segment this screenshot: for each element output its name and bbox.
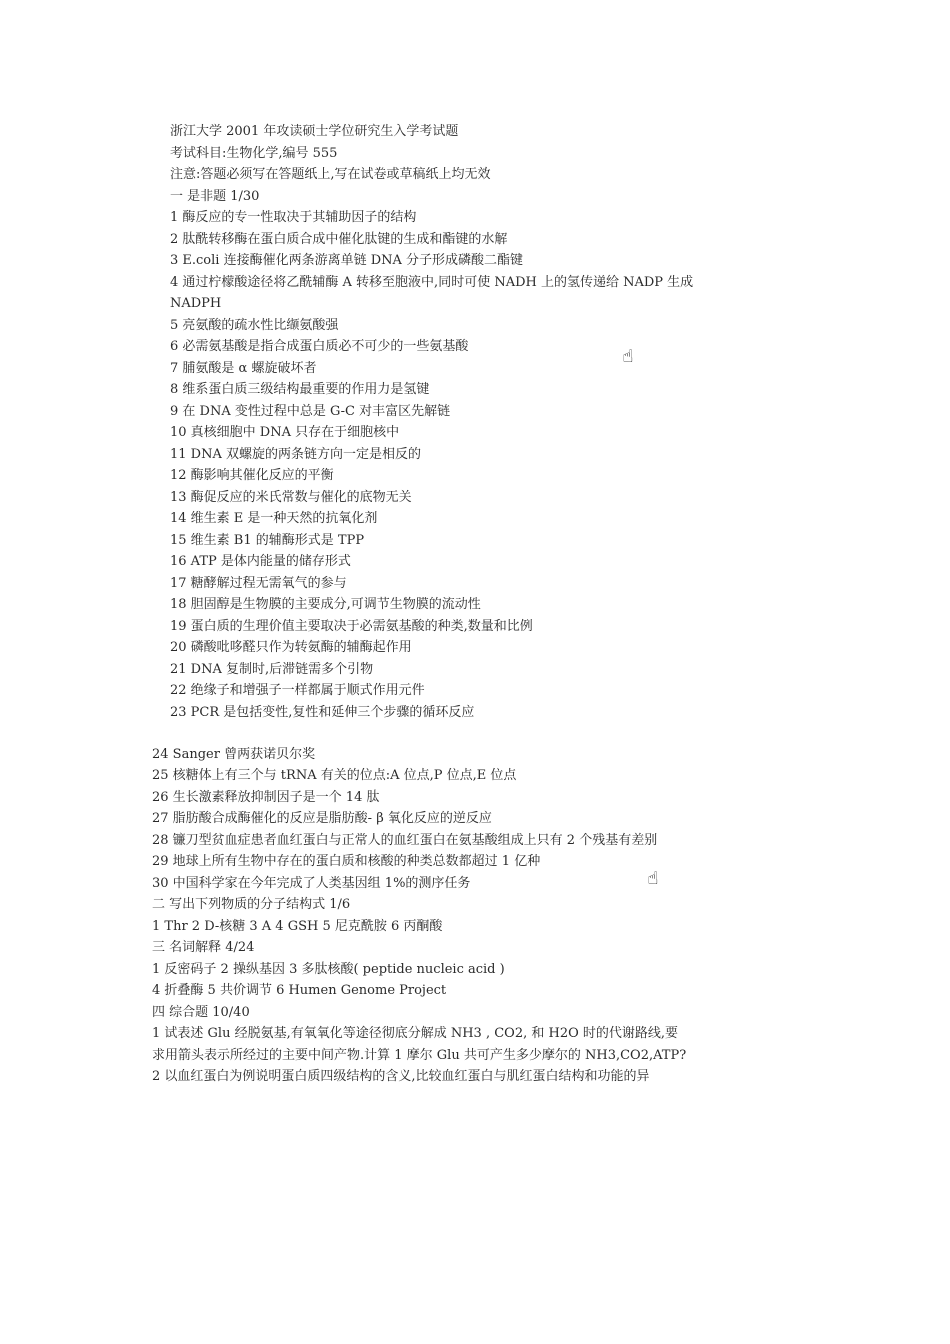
list-item: 7 脯氨酸是 α 螺旋破坏者	[170, 361, 317, 376]
list-item: 1 Thr 2 D-核糖 3 A 4 GSH 5 尼克酰胺 6 丙酮酸	[152, 919, 443, 934]
exam-subject: 考试科目:生物化学,编号 555	[170, 146, 338, 161]
list-item: 5 亮氨酸的疏水性比缬氨酸强	[170, 318, 339, 333]
list-item: 3 E.coli 连接酶催化两条游离单链 DNA 分子形成磷酸二酯键	[170, 253, 524, 268]
list-item: 13 酶促反应的米氏常数与催化的底物无关	[170, 490, 412, 505]
list-item: 22 绝缘子和增强子一样都属于顺式作用元件	[170, 683, 425, 698]
list-item: 4 折叠酶 5 共价调节 6 Humen Genome Project	[152, 983, 447, 998]
section-title: 二 写出下列物质的分子结构式 1/6	[152, 897, 351, 912]
list-item: 2 以血红蛋白为例说明蛋白质四级结构的含义,比较血红蛋白与肌红蛋白结构和功能的异	[152, 1069, 650, 1084]
list-item: 23 PCR 是包括变性,复性和延伸三个步骤的循环反应	[170, 705, 475, 720]
list-item: 27 脂肪酸合成酶催化的反应是脂肪酸- β 氧化反应的逆反应	[152, 811, 492, 826]
list-item: 26 生长激素释放抑制因子是一个 14 肽	[152, 790, 380, 805]
list-item: 4 通过柠檬酸途径将乙酰辅酶 A 转移至胞液中,同时可使 NADH 上的氢传递给 NADP 生成	[170, 275, 694, 290]
list-item: 12 酶影响其催化反应的平衡	[170, 468, 334, 483]
list-item: 11 DNA 双螺旋的两条链方向一定是相反的	[170, 447, 421, 462]
section-title: 一 是非题 1/30	[170, 189, 260, 204]
list-item: 30 中国科学家在今年完成了人类基因组 1%的测序任务	[152, 876, 471, 891]
list-item: 29 地球上所有生物中存在的蛋白质和核酸的种类总数都超过 1 亿种	[152, 854, 541, 869]
list-item: 求用箭头表示所经过的主要中间产物.计算 1 摩尔 Glu 共可产生多少摩尔的 NH3,CO2,ATP?	[152, 1048, 687, 1063]
list-item: 17 糖酵解过程无需氧气的参与	[170, 576, 347, 591]
list-item: 8 维系蛋白质三级结构最重要的作用力是氢键	[170, 382, 430, 397]
list-item: 18 胆固醇是生物膜的主要成分,可调节生物膜的流动性	[170, 597, 481, 612]
exam-notice: 注意:答题必须写在答题纸上,写在试卷或草稿纸上均无效	[170, 167, 491, 182]
list-item: 1 试表述 Glu 经脱氨基,有氧氧化等途径彻底分解成 NH3 , CO2, 和 H2O 时的代谢路线,要	[152, 1026, 679, 1041]
list-item: 6 必需氨基酸是指合成蛋白质必不可少的一些氨基酸	[170, 339, 469, 354]
list-item: 14 维生素 E 是一种天然的抗氧化剂	[170, 511, 378, 526]
hand-cursor-icon: ☝	[647, 868, 659, 889]
list-item: 15 维生素 B1 的辅酶形式是 TPP	[170, 533, 365, 548]
list-item: 16 ATP 是体内能量的储存形式	[170, 554, 351, 569]
list-item: 24 Sanger 曾两获诺贝尔奖	[152, 747, 316, 762]
list-item: 1 反密码子 2 操纵基因 3 多肽核酸( peptide nucleic acid )	[152, 962, 505, 977]
list-item: 9 在 DNA 变性过程中总是 G-C 对丰富区先解链	[170, 404, 451, 419]
list-item: 28 镰刀型贫血症患者血红蛋白与正常人的血红蛋白在氨基酸组成上只有 2 个残基有差别	[152, 833, 658, 848]
list-item: 1 酶反应的专一性取决于其辅助因子的结构	[170, 210, 417, 225]
list-item: 20 磷酸吡哆醛只作为转氨酶的辅酶起作用	[170, 640, 412, 655]
section-title: 三 名词解释 4/24	[152, 940, 255, 955]
hand-cursor-icon: ☝	[622, 346, 634, 367]
list-item: 25 核糖体上有三个与 tRNA 有关的位点:A 位点,P 位点,E 位点	[152, 768, 517, 783]
list-item: 19 蛋白质的生理价值主要取决于必需氨基酸的种类,数量和比例	[170, 619, 533, 634]
list-item: 2 肽酰转移酶在蛋白质合成中催化肽键的生成和酯键的水解	[170, 232, 508, 247]
document-title: 浙江大学 2001 年攻读硕士学位研究生入学考试题	[170, 124, 459, 139]
list-item: 10 真核细胞中 DNA 只存在于细胞核中	[170, 425, 400, 440]
list-item: 21 DNA 复制时,后滞链需多个引物	[170, 662, 374, 677]
section-title: 四 综合题 10/40	[152, 1005, 250, 1020]
list-item: NADPH	[170, 296, 222, 311]
